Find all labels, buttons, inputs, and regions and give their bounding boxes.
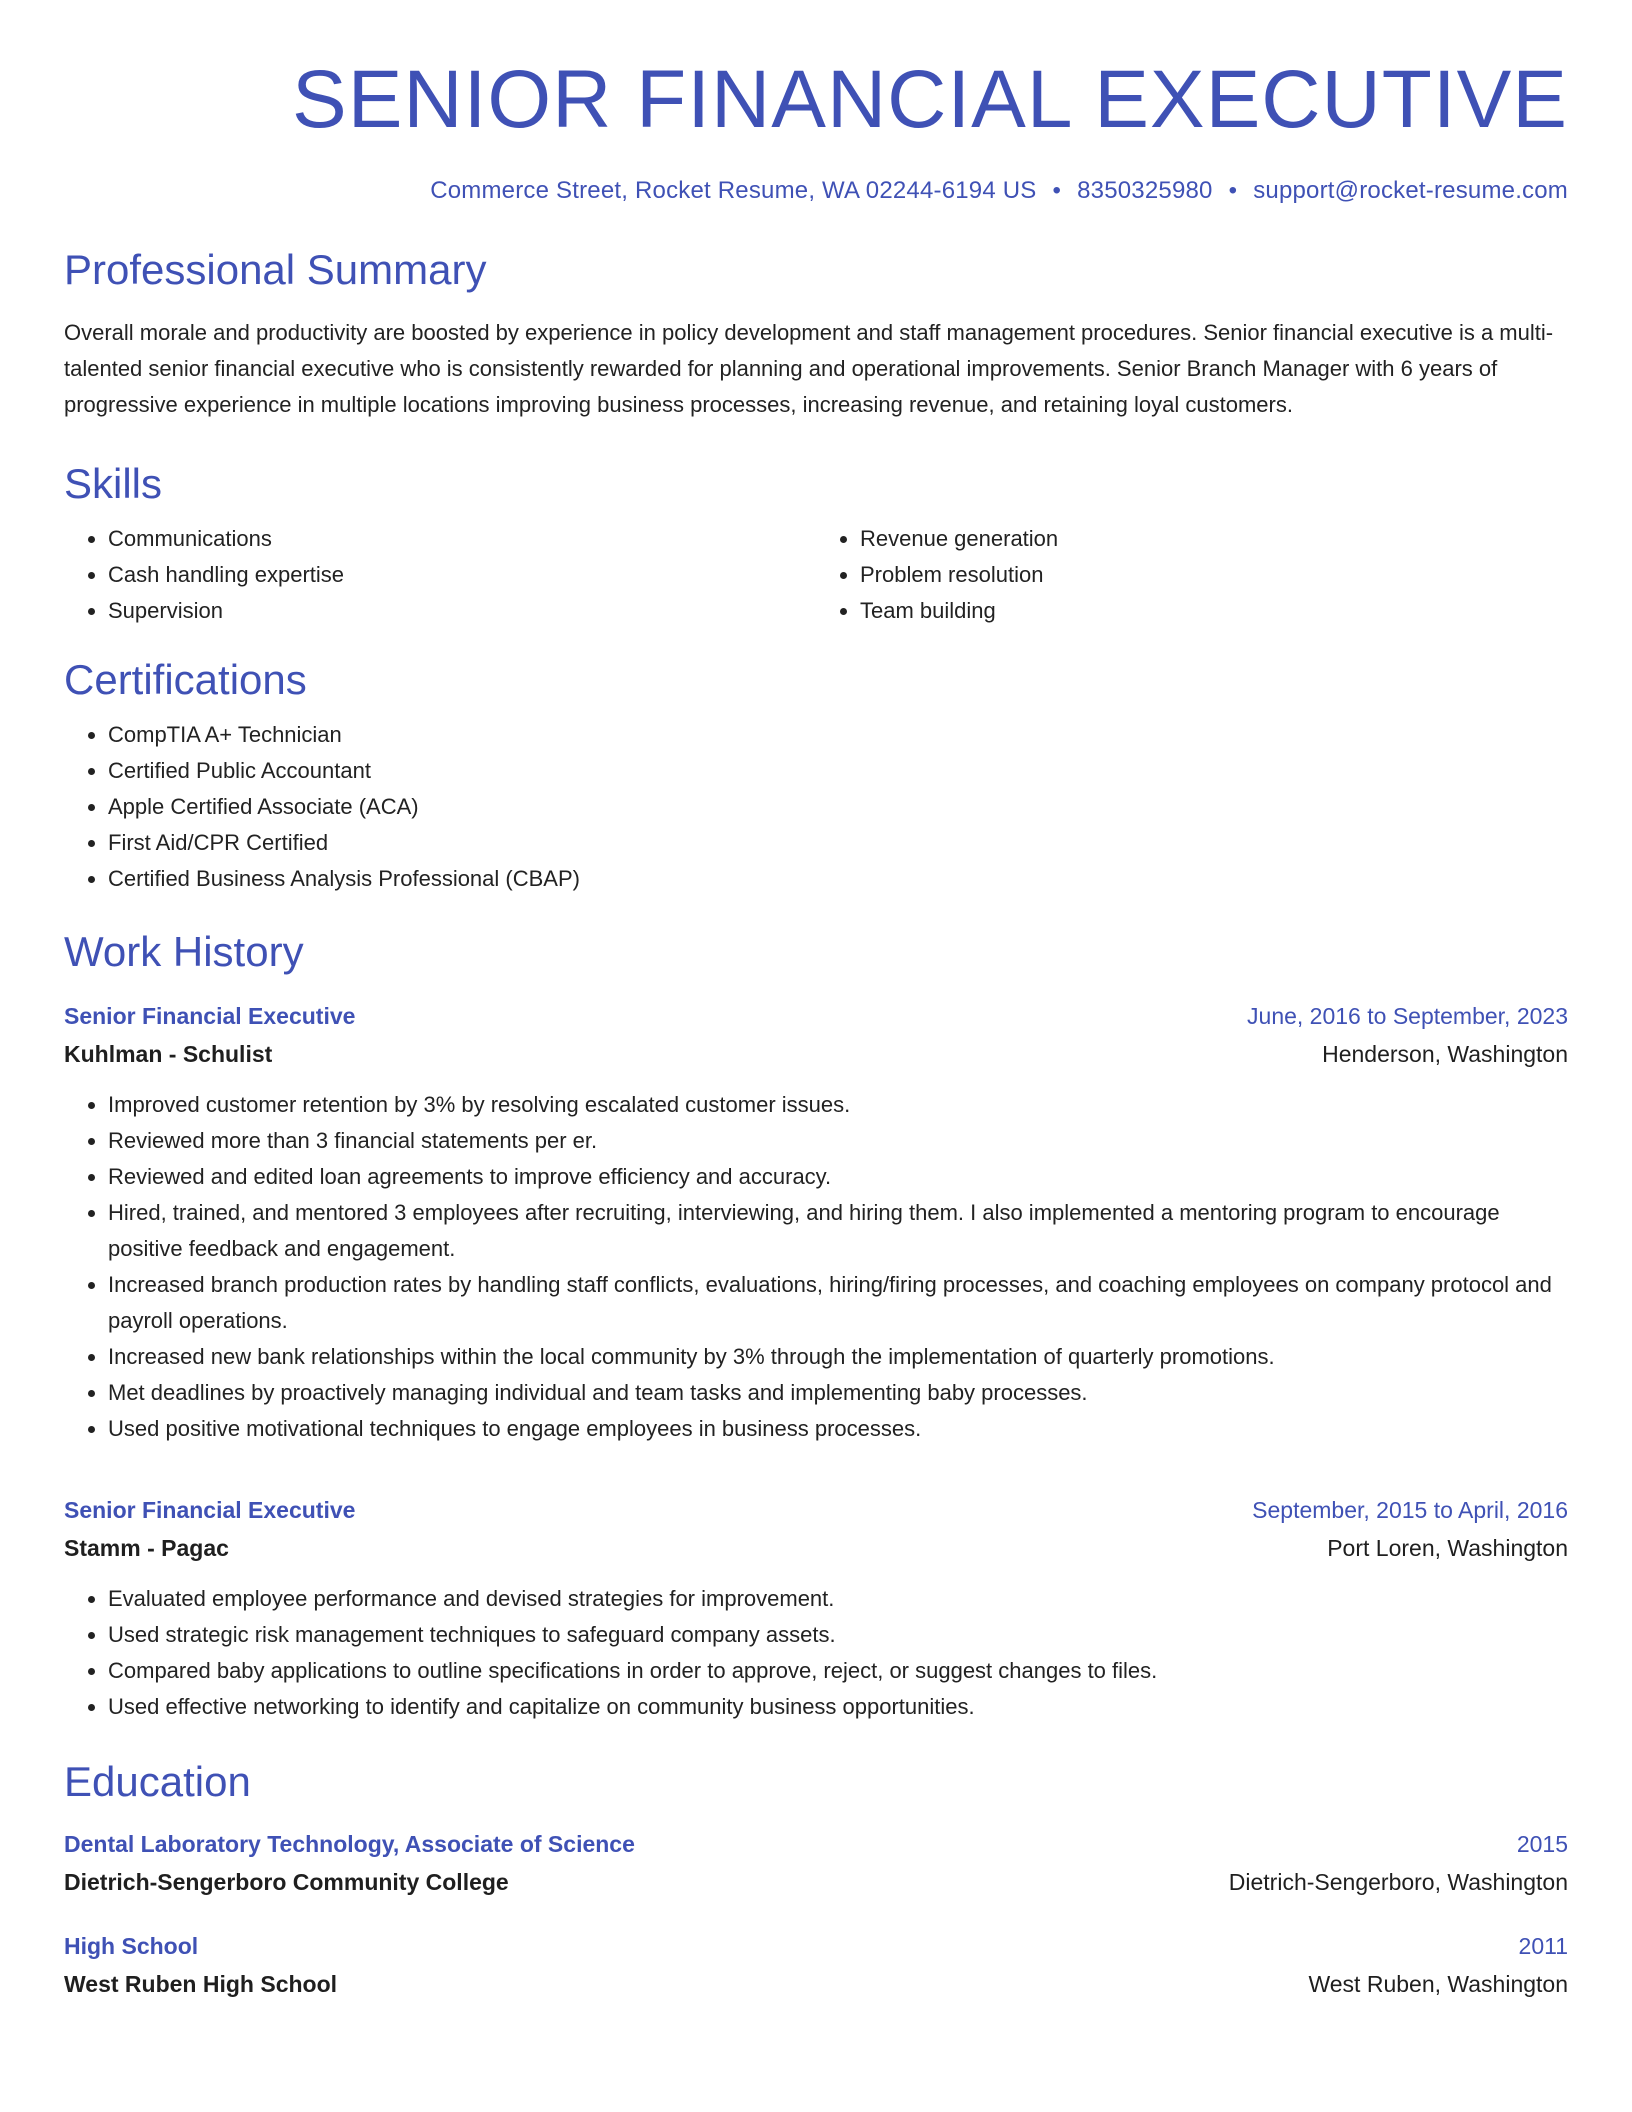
- job-dates: June, 2016 to September, 2023: [1247, 1003, 1568, 1030]
- job-company: Stamm - Pagac: [64, 1535, 229, 1562]
- contact-separator: •: [1228, 176, 1238, 204]
- job-company-row: [64, 1529, 1568, 1567]
- skill-item: • Problem resolution: [860, 557, 1568, 593]
- skills-list-left: [64, 521, 816, 629]
- work-history-section: [64, 929, 1568, 1725]
- job-bullet: • Used positive motivational techniques to engage employees in business processes.: [108, 1411, 1568, 1447]
- job-entry: [64, 1491, 1568, 1725]
- education-degree: Dental Laboratory Technology, Associate of Science: [64, 1831, 635, 1858]
- skill-item: • Communications: [108, 521, 816, 557]
- job-bullet: • Increased new bank relationships within the local community by 3% through the implementation of quarterly promotions.: [108, 1339, 1568, 1375]
- job-bullet: • Evaluated employee performance and devised strategies for improvement.: [108, 1581, 1568, 1617]
- job-bullet: • Hired, trained, and mentored 3 employees after recruiting, interviewing, and hiring them. I also implemented a mentoring program to encourage positive feedback and engagement.: [108, 1195, 1568, 1267]
- job-dates: September, 2015 to April, 2016: [1252, 1497, 1568, 1524]
- education-school-row: [64, 1965, 1568, 2003]
- skills-list-right: [816, 521, 1568, 629]
- education-degree-row: [64, 1927, 1568, 1965]
- education-degree-row: [64, 1825, 1568, 1863]
- candidate-name: SENIOR FINANCIAL EXECUTIVE: [292, 54, 1568, 145]
- education-year: 2015: [1516, 1831, 1568, 1858]
- job-bullet: • Improved customer retention by 3% by resolving escalated customer issues.: [108, 1087, 1568, 1123]
- contact-address: Commerce Street, Rocket Resume, WA 02244-6194 US: [430, 176, 1037, 204]
- job-company-row: [64, 1035, 1568, 1073]
- skills-grid: [64, 521, 1568, 629]
- contact-separator: •: [1052, 176, 1062, 204]
- contact-email: support@rocket-resume.com: [1253, 176, 1568, 204]
- certifications-list: [64, 717, 1568, 897]
- education-section: [64, 1759, 1568, 2003]
- certification-item: • Certified Business Analysis Professional (CBAP): [108, 861, 1568, 897]
- education-location: West Ruben, Washington: [1308, 1971, 1568, 1998]
- summary-text: Overall morale and productivity are boosted by experience in policy development and staff management procedures. Senior financial executive is a multi-talented senior financial executive who is consistently rewarded for planning and operational improvements. Senior Branch Manager with 6 years of progressive experience in multiple locations improving business processes, increasing revenue, and retaining loyal customers.: [64, 319, 1554, 417]
- resume-header: [64, 56, 1568, 205]
- education-school: Dietrich-Sengerboro Community College: [64, 1869, 509, 1896]
- certifications-heading: Certifications: [64, 655, 307, 703]
- certification-item: • First Aid/CPR Certified: [108, 825, 1568, 861]
- certification-item: • CompTIA A+ Technician: [108, 717, 1568, 753]
- skill-item: • Team building: [860, 593, 1568, 629]
- job-title-row: [64, 1491, 1568, 1529]
- job-bullets: [64, 1087, 1568, 1447]
- skill-item: • Cash handling expertise: [108, 557, 816, 593]
- job-title-row: [64, 997, 1568, 1035]
- job-bullet: • Reviewed and edited loan agreements to improve efficiency and accuracy.: [108, 1159, 1568, 1195]
- contact-line: [64, 177, 1568, 205]
- job-bullet: • Increased branch production rates by handling staff conflicts, evaluations, hiring/firing processes, and coaching employees on company protocol and payroll operations.: [108, 1267, 1568, 1339]
- education-entry: [64, 1825, 1568, 1901]
- job-role: Senior Financial Executive: [64, 1003, 356, 1030]
- job-bullet: • Met deadlines by proactively managing individual and team tasks and implementing baby processes.: [108, 1375, 1568, 1411]
- education-school-row: [64, 1863, 1568, 1901]
- education-heading: Education: [64, 1758, 251, 1806]
- job-role: Senior Financial Executive: [64, 1497, 356, 1524]
- work-history-heading: Work History: [64, 928, 304, 976]
- skills-heading: Skills: [64, 459, 163, 507]
- certification-item: • Apple Certified Associate (ACA): [108, 789, 1568, 825]
- certifications-section: [64, 657, 1568, 897]
- job-location: Henderson, Washington: [1322, 1041, 1568, 1068]
- education-location: Dietrich-Sengerboro, Washington: [1228, 1869, 1568, 1896]
- summary-heading: Professional Summary: [64, 245, 487, 293]
- skills-section: [64, 461, 1568, 629]
- job-location: Port Loren, Washington: [1327, 1535, 1568, 1562]
- education-year: 2011: [1518, 1933, 1568, 1960]
- job-company: Kuhlman - Schulist: [64, 1041, 273, 1068]
- education-school: West Ruben High School: [64, 1971, 338, 1998]
- job-entry: [64, 997, 1568, 1447]
- job-bullet: • Reviewed more than 3 financial statements per er.: [108, 1123, 1568, 1159]
- education-entry: [64, 1927, 1568, 2003]
- certification-item: • Certified Public Accountant: [108, 753, 1568, 789]
- skill-item: • Revenue generation: [860, 521, 1568, 557]
- job-bullet: • Used effective networking to identify and capitalize on community business opportunities.: [108, 1689, 1568, 1725]
- skill-item: • Supervision: [108, 593, 816, 629]
- summary-section: [64, 247, 1568, 423]
- education-degree: High School: [64, 1933, 199, 1960]
- contact-phone: 8350325980: [1077, 176, 1213, 204]
- job-bullet: • Used strategic risk management techniques to safeguard company assets.: [108, 1617, 1568, 1653]
- job-bullet: • Compared baby applications to outline specifications in order to approve, reject, or suggest changes to files.: [108, 1653, 1568, 1689]
- job-bullets: [64, 1581, 1568, 1725]
